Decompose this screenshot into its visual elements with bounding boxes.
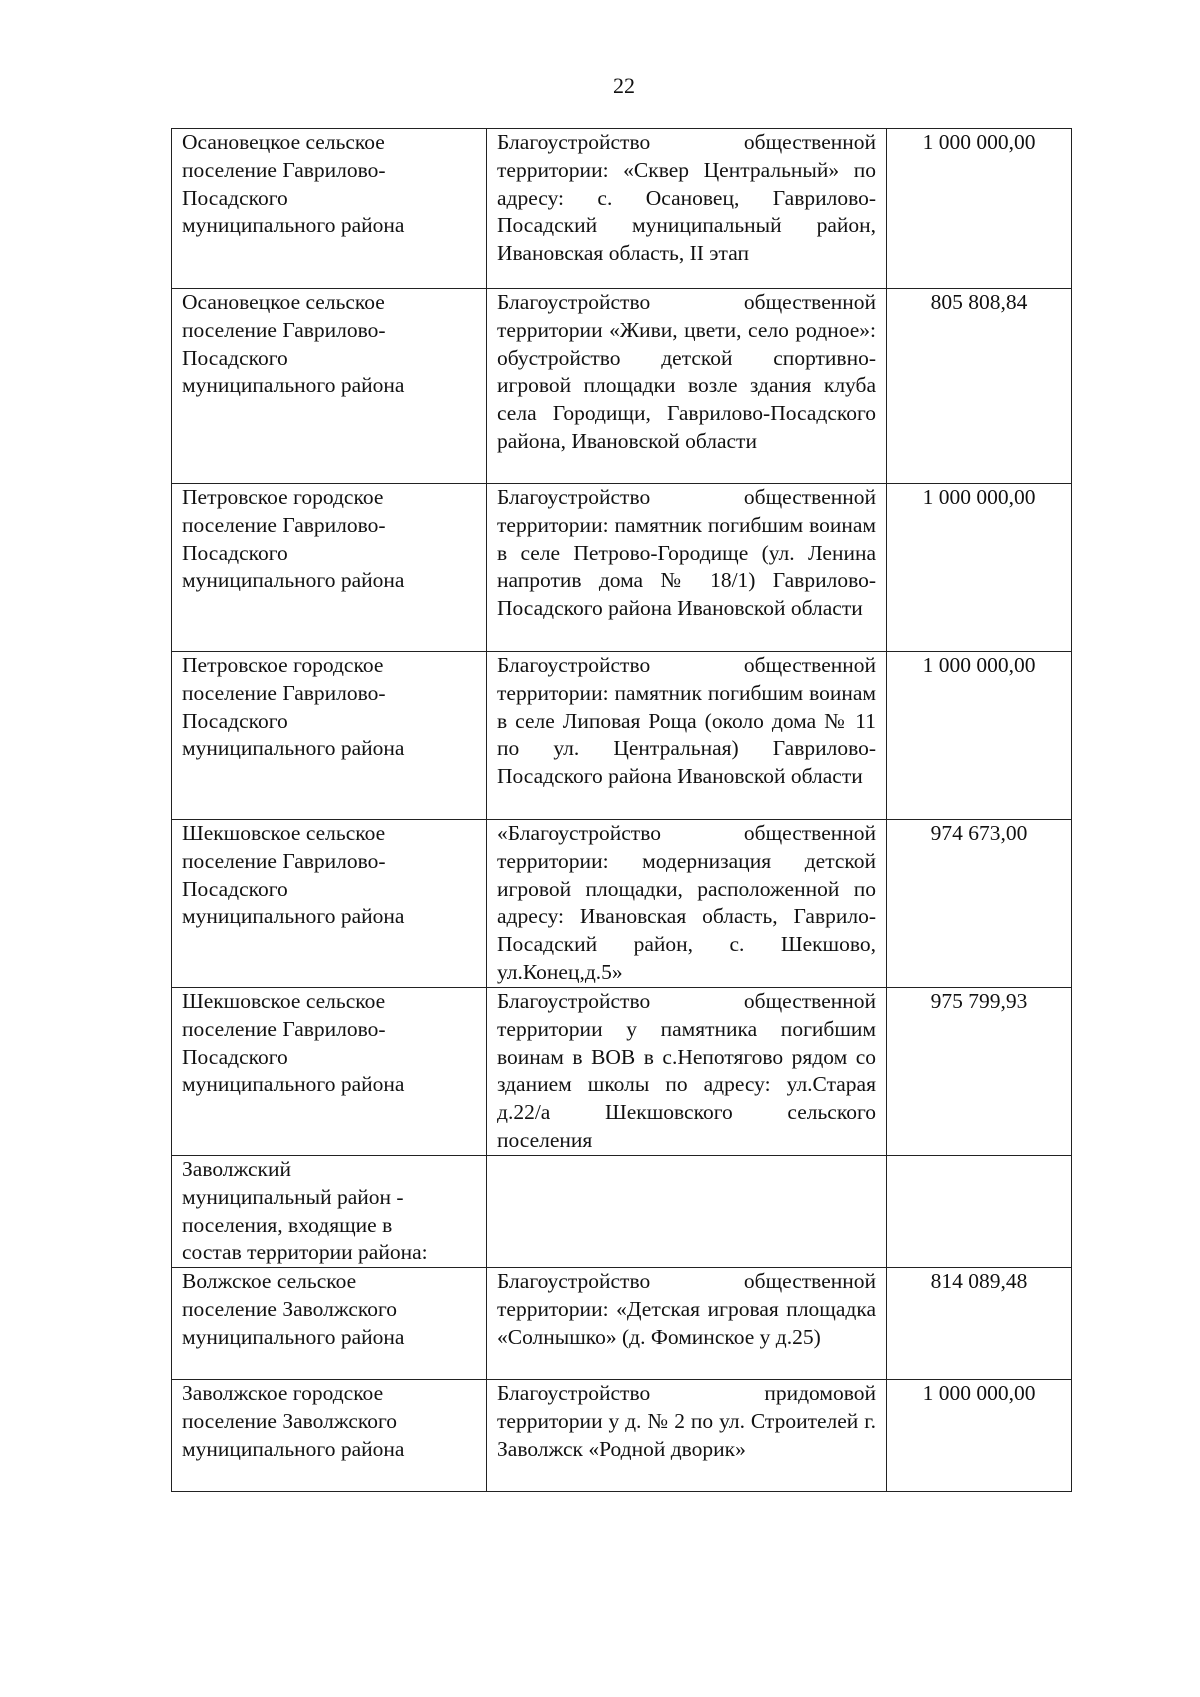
municipality-cell: Петровское городское поселение Гаврилово- Посадского муниципального района [172,484,487,652]
table-row [172,652,1072,820]
project-description-cell: Благоустройство общественной территории: «Сквер Центральный» по адресу: с. Осановец, Гаврилово-Посадский муниципальный район, Ивановская область, II этап [487,129,887,289]
amount-cell: 805 808,84 [887,289,1072,484]
project-description-cell [487,1156,887,1268]
project-description-cell: Благоустройство общественной территории «Живи, цвети, село родное»: обустройство детской спортивно-игровой площадки возле здания клуба села Городищи, Гаврилово-Посадского района, Ивановской области [487,289,887,484]
project-description-cell: Благоустройство общественной территории у памятника погибшим воинам в ВОВ в с.Непотягово рядом со зданием школы по адресу: ул.Старая д.22/а Шекшовского сельского поселения [487,988,887,1156]
municipality-cell: Осановецкое сельское поселение Гаврилово- Посадского муниципального района [172,289,487,484]
table-body [172,129,1072,1492]
table-row [172,988,1072,1156]
municipality-cell: Петровское городское поселение Гаврилово- Посадского муниципального района [172,652,487,820]
amount-cell: 1 000 000,00 [887,484,1072,652]
project-description-cell: Благоустройство общественной территории: памятник погибшим воинам в селе Петрово-Городище (ул. Ленина напротив дома № 18/1) Гаврилово-Посадского района Ивановской области [487,484,887,652]
project-description-cell: Благоустройство общественной территории: памятник погибшим воинам в селе Липовая Роща (около дома № 11 по ул. Центральная) Гаврилово-Посадского района Ивановской области [487,652,887,820]
amount-cell: 1 000 000,00 [887,652,1072,820]
table-row [172,1268,1072,1380]
project-description-cell: «Благоустройство общественной территории: модернизация детской игровой площадки, расположенной по адресу: Ивановская область, Гаврило-Посадский район, с. Шекшово, ул.Конец,д.5» [487,820,887,988]
municipality-cell: Осановецкое сельское поселение Гаврилово- Посадского муниципального района [172,129,487,289]
municipality-cell: Заволжский муниципальный район - поселения, входящие в состав территории района: [172,1156,487,1268]
municipality-cell: Шекшовское сельское поселение Гаврилово- Посадского муниципального района [172,988,487,1156]
project-description-cell: Благоустройство придомовой территории у д. № 2 по ул. Строителей г. Заволжск «Родной дворик» [487,1380,887,1492]
amount-cell: 974 673,00 [887,820,1072,988]
table-row [172,820,1072,988]
municipality-cell: Шекшовское сельское поселение Гаврилово- Посадского муниципального района [172,820,487,988]
amount-cell: 1 000 000,00 [887,1380,1072,1492]
project-description-cell: Благоустройство общественной территории: «Детская игровая площадка «Солнышко» (д. Фоминское у д.25) [487,1268,887,1380]
municipality-cell: Заволжское городское поселение Заволжского муниципального района [172,1380,487,1492]
municipality-cell: Волжское сельское поселение Заволжского муниципального района [172,1268,487,1380]
amount-cell: 975 799,93 [887,988,1072,1156]
page-number: 22 [613,73,635,98]
amount-cell [887,1156,1072,1268]
amount-cell: 1 000 000,00 [887,129,1072,289]
table-row [172,484,1072,652]
allocation-table [171,128,1072,1492]
table-row [172,1380,1072,1492]
table-row [172,289,1072,484]
table-row [172,1156,1072,1268]
amount-cell: 814 089,48 [887,1268,1072,1380]
table-row [172,129,1072,289]
